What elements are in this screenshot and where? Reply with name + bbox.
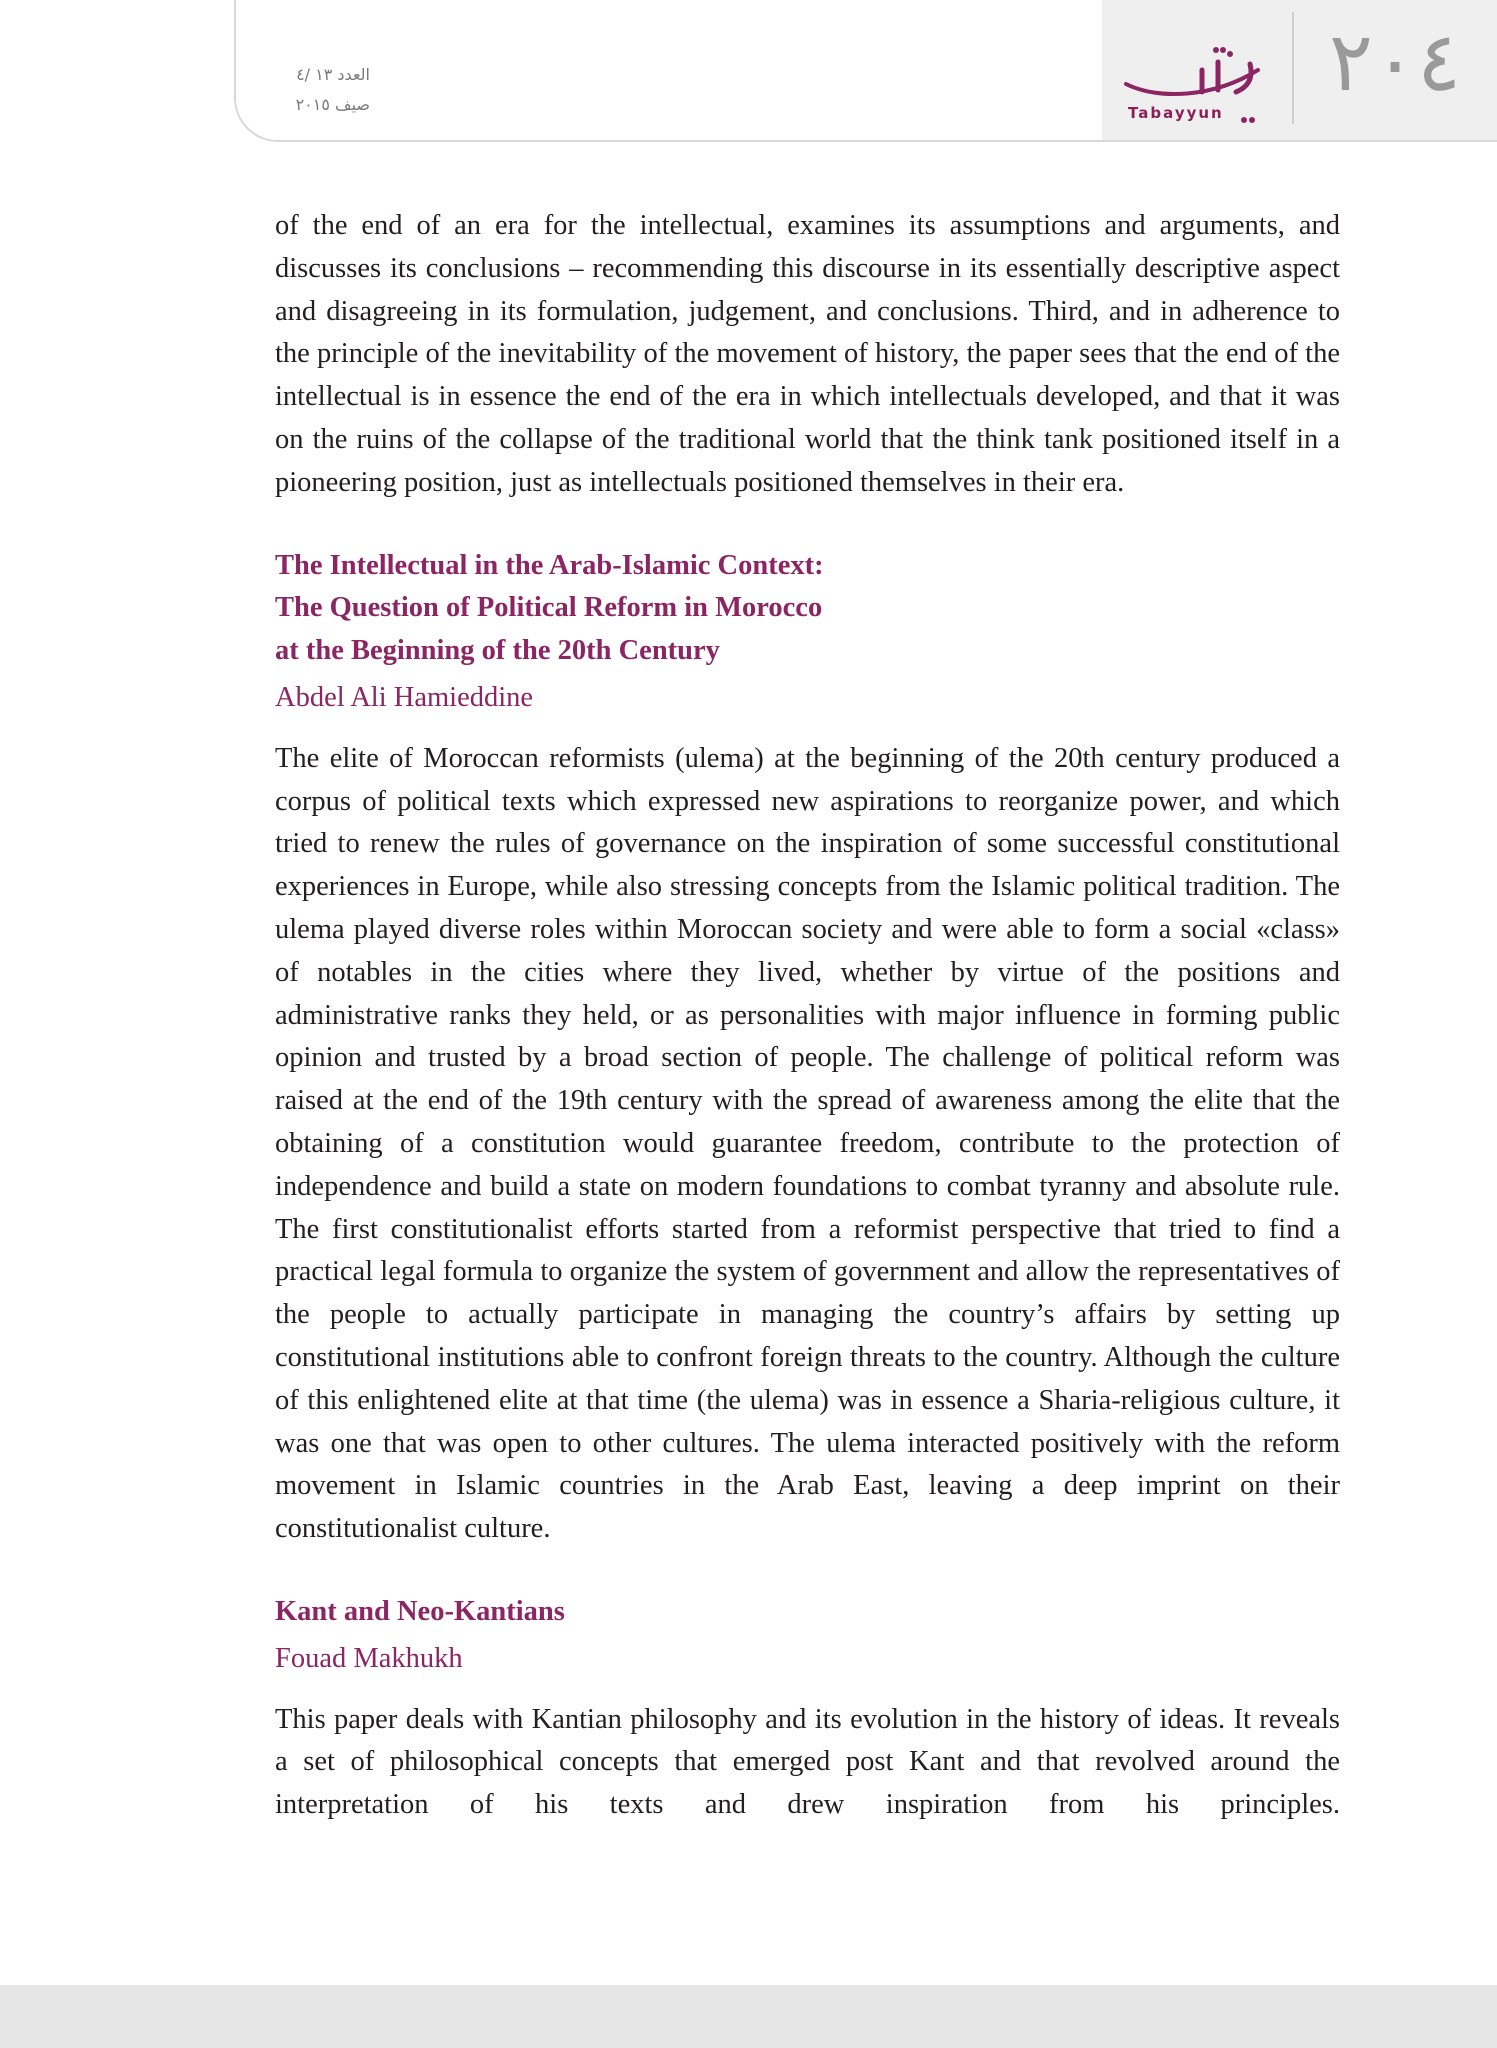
page-footer-bar — [0, 1985, 1497, 2048]
logo-latin-text: Tabayyun — [1128, 104, 1224, 122]
article-2-abstract: This paper deals with Kantian philosophy and its evolution in the history of ideas. It reveals a set of philosophical concepts that emerged post Kant and that revolved around the interpretation of his texts and drew inspiration from his principles. — [275, 1703, 1340, 1821]
article-1-abstract: The elite of Moroccan reformists (ulema) at the beginning of the 20th century produced a corpus of political texts which expressed new aspirations to reorganize power, and which tried to renew the rules of governance on the inspiration of some successful constitutional experiences in Europe, while also stressing concepts from the Islamic political tradition. The ulema played diverse roles within Moroccan society and were able to form a social «class» of notables in the cities where they lived, whether by virtue of the positions and administrative ranks they held, or as personalities with major influence in forming public opinion and trusted by a broad section of people. The challenge of political reform was raised at the end of the 19th century with the spread of awareness among the elite that the obtaining of a constitution would guarantee freedom, contribute to the protection of independence and build a state on modern foundations to combat tyranny and absolute rule. The first constitutionalist efforts started from a reformist perspective that tried to find a practical legal formula to organize the system of government and allow the representatives of the people to actually participate in managing the country’s affairs by setting up constitutional institutions able to confront foreign threats to the country. Although the culture of this enlightened elite at that time (the ulema) was in essence a Sharia-religious culture, it was one that was open to other cultures. The ulema interacted positively with the reform movement in Islamic countries in the Arab East, leaving a deep imprint on their constitutionalist culture. — [275, 742, 1340, 1545]
article-2-title: Kant and Neo-Kantians — [275, 1595, 565, 1627]
issue-number: العدد ١٣ /٤ — [296, 65, 370, 84]
article-1-title-line-3: at the Beginning of the 20th Century — [275, 635, 720, 667]
issue-info — [270, 60, 370, 120]
article-1-author: Abdel Ali Hamieddine — [275, 681, 534, 713]
issue-season: صيف ٢٠١٥ — [295, 95, 370, 114]
tabayyun-logo — [1118, 40, 1278, 132]
article-1-title-line-2: The Question of Political Reform in Morocco — [275, 592, 823, 624]
header-divider — [1292, 12, 1294, 124]
article-body — [275, 205, 1340, 1827]
page-number: ٢٠٤ — [1328, 15, 1462, 110]
article-1-title-line-1: The Intellectual in the Arab-Islamic Context: — [275, 549, 824, 581]
page-left-margin — [0, 0, 234, 2048]
intro-paragraph: of the end of an era for the intellectual, examines its assumptions and arguments, and discusses its conclusions – recommending this discourse in its essentially descriptive aspect and disagreeing in its formulation, judgement, and conclusions. Third, and in adherence to the principle of the inevitability of the movement of history, the paper sees that the end of the intellectual is in essence the end of the era in which intellectuals developed, and that it was on the ruins of the collapse of the traditional world that the think tank positioned itself in a pioneering position, just as intellectuals positioned themselves in their era. — [275, 210, 1340, 498]
article-2-author: Fouad Makhukh — [275, 1642, 463, 1674]
